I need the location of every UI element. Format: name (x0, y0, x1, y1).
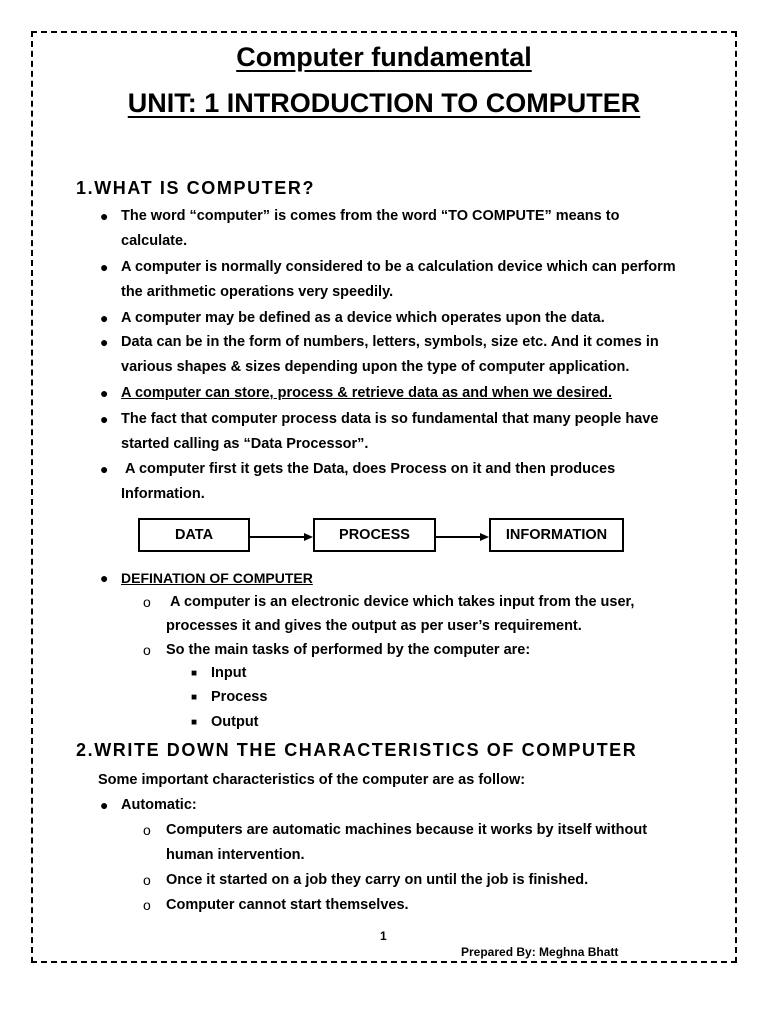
bullet-dot: ● (100, 208, 109, 224)
bullet-dot: ● (100, 310, 109, 326)
flow-box-data: DATA (138, 518, 250, 552)
unit-title: UNIT: 1 INTRODUCTION TO COMPUTER (127, 88, 641, 118)
bullet-dot: ● (100, 411, 109, 427)
document-title: Computer fundamental (236, 42, 532, 72)
square-bullet-icon: ■ (191, 717, 198, 728)
definition-sub1-line-1: A computer is an electronic device which takes input from the user, (170, 594, 635, 610)
task-input: Input (211, 665, 247, 681)
task-output: Output (211, 714, 259, 730)
bullet-dot: ● (100, 385, 109, 401)
section-2-intro: Some important characteristics of the computer are as follow: (98, 772, 526, 788)
arrow-data-to-process (250, 533, 313, 541)
arrow-process-to-information (436, 533, 489, 541)
definition-sub2: So the main tasks of performed by the computer are: (166, 642, 531, 658)
section-1-heading: 1.WHAT IS COMPUTER? (76, 178, 316, 198)
circle-bullet-icon: o (143, 872, 151, 888)
prepared-by: Prepared By: Meghna Bhatt (461, 945, 619, 959)
bullet-3-line-1: A computer may be defined as a device which operates upon the data. (121, 310, 605, 326)
bullet-dot: ● (100, 570, 109, 586)
bullet-dot: ● (100, 259, 109, 275)
automatic-point-1-line-1: Computers are automatic machines because it works by itself without (166, 822, 648, 838)
definition-sub1-line-2: processes it and gives the output as per user’s requirement. (166, 618, 582, 634)
bullet-1-line-2: calculate. (121, 233, 188, 249)
bullet-7-line-1: A computer first it gets the Data, does Process on it and then produces (125, 461, 616, 477)
automatic-point-3: Computer cannot start themselves. (166, 897, 409, 913)
bullet-2-line-2: the arithmetic operations very speedily. (121, 284, 394, 300)
circle-bullet-icon: o (143, 897, 151, 913)
page-number: 1 (380, 929, 387, 943)
bullet-6-line-2: started calling as “Data Processor”. (121, 436, 369, 452)
flow-box-process: PROCESS (313, 518, 436, 552)
automatic-point-2: Once it started on a job they carry on until the job is finished. (166, 872, 589, 888)
bullet-6-line-1: The fact that computer process data is so fundamental that many people have (121, 411, 659, 427)
bullet-5-line-1: A computer can store, process & retrieve data as and when we desired. (121, 385, 613, 401)
square-bullet-icon: ■ (191, 668, 198, 679)
square-bullet-icon: ■ (191, 692, 198, 703)
bullet-dot: ● (100, 334, 109, 350)
circle-bullet-icon: o (143, 642, 151, 658)
bullet-2-line-1: A computer is normally considered to be a calculation device which can perform (121, 259, 676, 275)
task-process: Process (211, 689, 268, 705)
automatic-label: Automatic: (121, 797, 197, 813)
circle-bullet-icon: o (143, 822, 151, 838)
bullet-4-line-1: Data can be in the form of numbers, letters, symbols, size etc. And it comes in (121, 334, 659, 350)
bullet-4-line-2: various shapes & sizes depending upon the type of computer application. (121, 359, 630, 375)
automatic-point-1-line-2: human intervention. (166, 847, 305, 863)
section-2-heading: 2.WRITE DOWN THE CHARACTERISTICS OF COMPUTER (76, 740, 638, 760)
bullet-7-line-2: Information. (121, 486, 205, 502)
bullet-dot: ● (100, 797, 109, 813)
bullet-1-line-1: The word “computer” is comes from the word “TO COMPUTE” means to (121, 208, 620, 224)
flow-box-information: INFORMATION (489, 518, 624, 552)
definition-label: DEFINATION OF COMPUTER (121, 570, 313, 586)
circle-bullet-icon: o (143, 594, 151, 610)
bullet-dot: ● (100, 461, 109, 477)
